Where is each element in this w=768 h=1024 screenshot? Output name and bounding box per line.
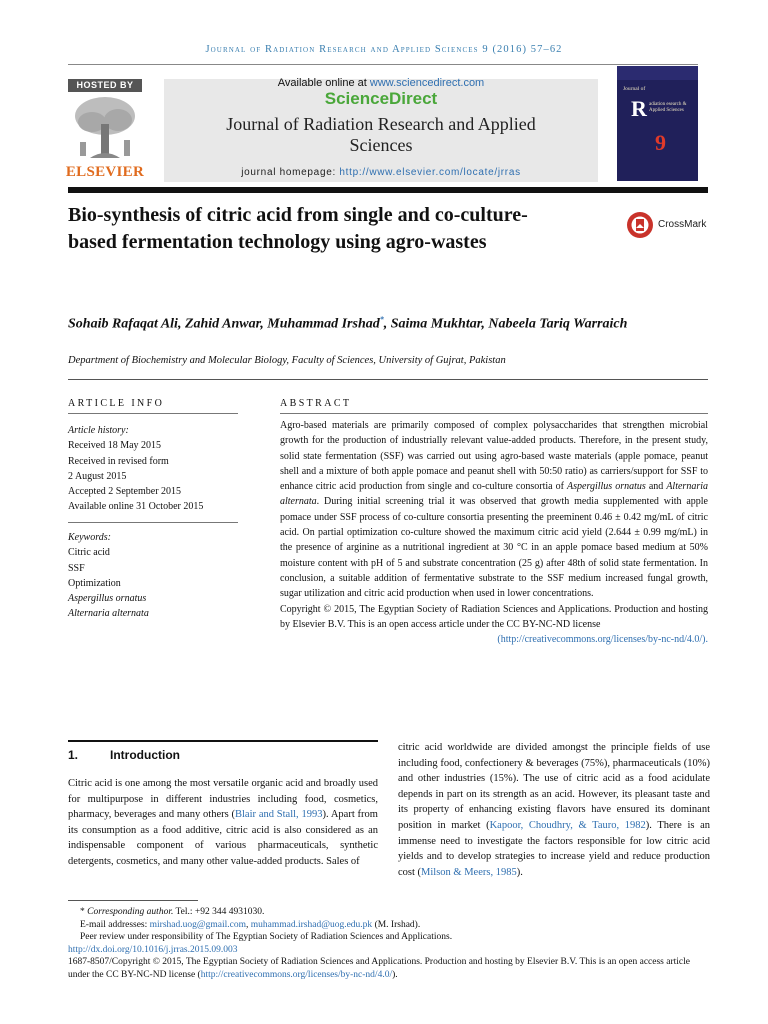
intro-rule	[68, 740, 378, 742]
footnotes	[68, 906, 708, 981]
corr-label: Corresponding author.	[87, 907, 174, 917]
copyright-text: Copyright © 2015, The Egyptian Society of Radiation Sciences and Applications. Production and hosting by Elsevier B.V. This is an open access article under the CC BY-NC-ND license	[280, 603, 708, 630]
journal-cover-thumbnail	[617, 66, 698, 181]
running-head: Journal of Radiation Research and Applied Sciences 9 (2016) 57–62	[205, 44, 563, 55]
footnote-rule	[68, 900, 198, 901]
authors-part1: Sohaib Rafaqat Ali, Zahid Anwar, Muhammad Irshad	[68, 316, 380, 332]
top-rule	[68, 64, 698, 65]
title-rule	[68, 187, 708, 193]
abstract-species-2: Alternaria alternata	[280, 481, 708, 508]
issn-text: 1687-8507/Copyright © 2015, The Egyptian Society of Radiation Sciences and Applications. Production and hosting by Elsevier B.V. This is an open access article under the CC BY-NC-ND license (	[68, 957, 690, 980]
keyword: Citric acid	[68, 547, 110, 559]
keywords-label: Keywords:	[68, 532, 111, 543]
keywords-rule	[68, 522, 238, 523]
issn-end: ).	[392, 969, 398, 980]
issn-line	[68, 956, 708, 981]
issn-license-link[interactable]: http://creativecommons.org/licenses/by-nc-nd/4.0/	[200, 969, 393, 980]
journal-title-line1: Journal of Radiation Research and Applied	[226, 114, 536, 134]
abstract-copyright	[280, 602, 708, 648]
cover-big-letter: R	[631, 96, 647, 121]
history-label: Article history:	[68, 425, 129, 436]
keyword: Aspergillus ornatus	[68, 593, 147, 605]
homepage-link[interactable]: http://www.elsevier.com/locate/jrras	[339, 167, 521, 178]
email-link[interactable]: mirshad.uog@gmail.com	[149, 919, 247, 930]
cover-footer	[625, 164, 691, 174]
abstract-species-1: Aspergillus ornatus	[567, 481, 646, 493]
history-item: 2 August 2015	[68, 470, 127, 482]
corr-tel: Tel.: +92 344 4931030.	[173, 907, 265, 917]
keywords	[68, 530, 248, 622]
authors-part2: , Saima Mukhtar, Nabeela Tariq Warraich	[383, 316, 628, 332]
crossmark-label[interactable]: CrossMark	[658, 219, 707, 230]
article-history	[68, 423, 248, 515]
journal-title	[164, 114, 598, 156]
section-title: Introduction	[110, 748, 180, 762]
intro-paragraph	[398, 740, 710, 880]
abstract-and: and	[645, 481, 667, 493]
cover-volume: 9	[655, 130, 666, 155]
citation-link[interactable]: Blair and Stall, 1993	[235, 809, 323, 821]
intro-paragraph	[68, 776, 378, 870]
crossmark-icon[interactable]	[625, 210, 655, 240]
intro-text: Citric acid is one among the most versatile organic acid and broadly used for multipurpose in different industries including food, cosmetics, pharmacy, beverages and many others (	[68, 778, 378, 821]
corresponding-author-note	[68, 906, 708, 919]
keyword: SSF	[68, 562, 85, 574]
abstract-body	[280, 418, 708, 647]
peer-review-note: Peer review under responsibility of The Egyptian Society of Radiation Sciences and Applications.	[80, 932, 453, 942]
citation-link[interactable]: Kapoor, Choudhry, & Tauro, 1982	[489, 819, 646, 831]
homepage-prefix: journal homepage:	[241, 167, 340, 178]
available-online	[164, 77, 598, 89]
cover-line1: Journal of	[623, 86, 646, 92]
email-sep: ,	[246, 919, 251, 930]
history-item: Received in revised form	[68, 455, 169, 467]
section-heading-introduction	[68, 748, 180, 762]
abstract-rule	[280, 413, 708, 414]
intro-text: ). Apart from its consumption as a food additive, citric acid is also considered as an indispensable component of various pharmaceuticals, synthetic detergents, cosmetics, and many other value-added products. Sales of	[68, 809, 378, 867]
article-title: Bio-synthesis of citric acid from single and co-culture-based fermentation technology using agro-wastes	[68, 204, 528, 253]
header-rule	[68, 379, 708, 380]
history-item: Received 18 May 2015	[68, 440, 162, 452]
sciencedirect-link[interactable]: www.sciencedirect.com	[369, 77, 485, 89]
abstract-heading: ABSTRACT	[280, 398, 352, 409]
email-note	[68, 919, 708, 932]
abstract-text-2: . During initial screening trial it was observed that growth media supplemented with apple pomace under SSF process of co-culture consortia presenting the preeminent 0.46 ± 0.42 mg/mL of citric acid. On partial optimization co-culture showed the maximum citric acid yield (2.644 ± 0.99 mg/mL) in the presence of arginine as a nutritional ingredient at 30 °C in an apple pomace based medium at 50% moisture content with pH of 5 and substrate concentration (25 g) after 48th of solid state fermentation. In conclusion, a suitable addition of fermentative substrate to the SSF medium increased fungal growth, sugar utilization and citric acid production when used in lower concentrations.	[280, 496, 708, 600]
intro-text: citric acid worldwide are divided amongst the principle fields of use including food, confectionery & beverages (75%), pharmaceuticals (10%) and other industries (15%). The use of citric acid as a food acidulate depends in part on its strength as an acid. However, its pleasant taste and its property of enhancing existing flavors have ensured its dominant position in market (	[398, 742, 710, 831]
hosted-by-label: HOSTED BY	[68, 79, 142, 92]
article-info-rule	[68, 413, 238, 414]
intro-text: ). There is an immense need to investigate the factors responsible for low citric acid yields and to develop strategies to increase yield and reduce production cost (	[398, 819, 711, 878]
keyword: Alternaria alternata	[68, 608, 149, 620]
abstract-paragraph	[280, 418, 708, 602]
elsevier-tree-logo	[70, 94, 140, 164]
corr-mark: *	[80, 907, 85, 917]
intro-text: ).	[516, 866, 523, 878]
journal-title-line2: Sciences	[349, 135, 413, 155]
journal-homepage	[164, 167, 598, 178]
section-number: 1.	[68, 748, 79, 762]
abstract-text-1: Agro-based materials are primarily composed of complex polysaccharides that strengthen microbial growth for the production of industrially relevant value-added products. Therefore, in the present study, solid state fermentation (SSF) was carried out using agro-based waste materials (apple pomace, peanut shell and a mixture of both apple pomace and peanut shell with 50:50 ratio) as carriers/support for SSF to enhance citric acid production from single and co-culture consortia of	[280, 420, 708, 493]
affiliation: Department of Biochemistry and Molecular Biology, Faculty of Sciences, University of Gujrat, Pakistan	[68, 355, 506, 366]
email-label: E-mail addresses:	[80, 919, 150, 930]
intro-column-left	[68, 776, 378, 870]
cover-letters: adiation esearch & Applied Sciences	[649, 102, 687, 113]
author-list	[68, 310, 628, 335]
citation-link[interactable]: Milson & Meers, 1985	[421, 866, 517, 878]
available-prefix: Available online at	[277, 77, 370, 89]
email-link[interactable]: muhammad.irshad@uog.edu.pk	[250, 919, 373, 930]
history-item: Available online 31 October 2015	[68, 501, 204, 513]
email-suffix: (M. Irshad).	[372, 919, 421, 930]
doi-link[interactable]: http://dx.doi.org/10.1016/j.jrras.2015.09.003	[68, 944, 238, 955]
intro-column-right	[398, 740, 710, 880]
license-link[interactable]: (http://creativecommons.org/licenses/by-nc-nd/4.0/).	[497, 634, 708, 646]
corresponding-mark[interactable]: *	[379, 315, 384, 324]
elsevier-wordmark: ELSEVIER	[65, 164, 145, 180]
history-item: Accepted 2 September 2015	[68, 486, 182, 498]
sciencedirect-brand: ScienceDirect	[324, 89, 438, 108]
keyword: Optimization	[68, 577, 121, 589]
article-info-heading: ARTICLE INFO	[68, 398, 165, 409]
